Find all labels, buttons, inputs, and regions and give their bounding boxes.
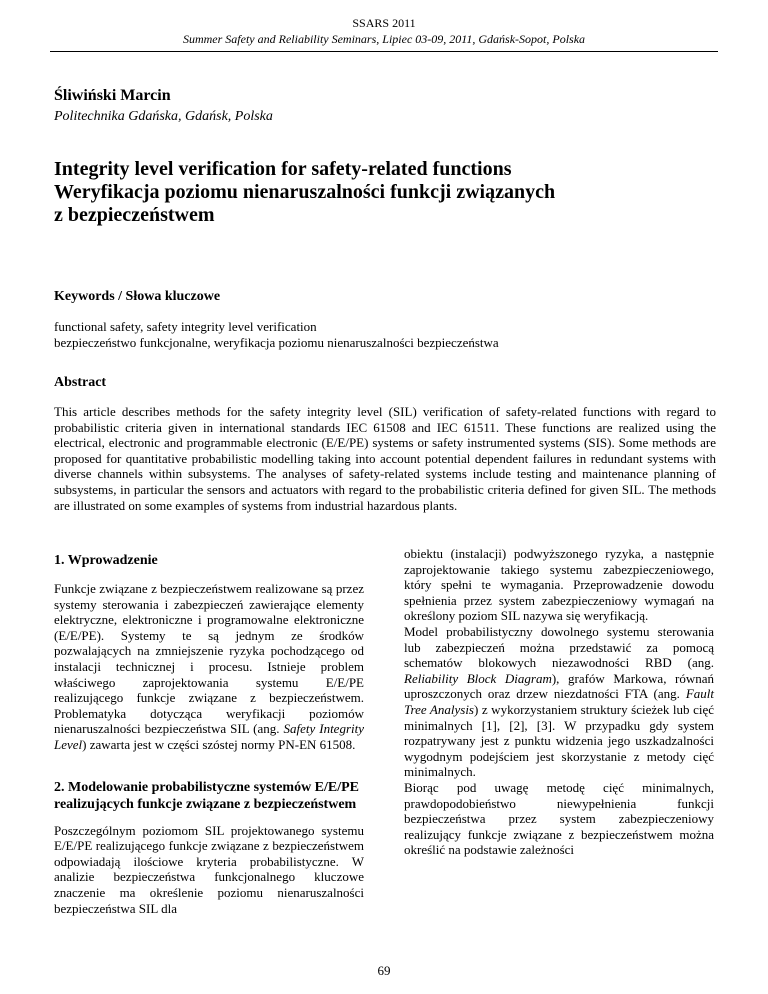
keywords-en: functional safety, safety integrity level verification bbox=[54, 319, 317, 334]
paragraph: obiektu (instalacji) podwyższonego ryzyka, a następnie zaprojektowanie takiego systemu zabezpieczeniowego, który spełni te wymagania. Przeprowadzenie dowodu spełnienia przez system zabezpieczeniowy wymagań na określony poziom SIL nazywa się weryfikacją. bbox=[404, 546, 714, 624]
abstract-text: This article describes methods for the safety integrity level (SIL) verification of safety-related functions with regard to probabilistic criteria given in international standards IEC 61508 and IEC 61511. These functions are realized using the electrical, electronic and programmable electronic (E/E/PE) systems or safety instrumented systems (SIS). Some methods are proposed for quantitative probabilistic modelling taking into account potential dependent failures in redundant systems with diverse channels within subsystems. The analyses of safety-related systems include testing and maintenance planning of subsystems, in particular the sensors and actuators with regard to the probabilistic criteria defined for given SIL. The methods are illustrated on some examples of systems from industrial hazardous plants. bbox=[54, 404, 716, 513]
paragraph: Funkcje związane z bezpieczeństwem realizowane są przez systemy sterowania i zabezpieczeń zawierające elementy elektryczne, elektroniczne i programowalne elektroniczne (E/E/PE). Systemy te są jednym ze środków pozwalających na zmniejszenie ryzyka pochodzącego od instalacji technicznej i procesu. Istnieje problem właściwego zaprojektowania systemu E/E/PE realizującego funkcje związane z bezpieczeństwem. Problematyka dotycząca weryfikacji poziomów nienaruszalności bezpieczeństwa SIL (ang. Safety Integrity Level) zawarta jest w części szóstej normy PN-EN 61508. bbox=[54, 581, 365, 752]
conference-name: SSARS 2011 bbox=[352, 16, 416, 30]
title-line: Weryfikacja poziomu nienaruszalności funkcji związanych bbox=[54, 181, 556, 203]
page-number: 69 bbox=[377, 963, 391, 978]
keywords bbox=[54, 319, 499, 351]
left-column bbox=[54, 546, 364, 916]
abstract-heading: Abstract bbox=[54, 375, 107, 390]
paragraph: Poszczególnym poziomom SIL projektowanego systemu E/E/PE realizującego funkcje związane z bezpieczeństwem odpowiadają ilościowe kryteria probabilistyczne. W analizie bezpieczeństwa funkcjonalnego kluczowe znaczenie ma określenie poziomu nienaruszalności bezpieczeństwa SIL dla bbox=[54, 822, 364, 916]
author-name: Śliwiński Marcin bbox=[54, 87, 171, 104]
header-divider bbox=[50, 51, 718, 52]
paragraph: Biorąc pod uwagę metodę cięć minimalnych, prawdopodobieństwo niewypełnienia funkcji bezpieczeństwa przez system zabezpieczeniowy realizujący funkcje związane z bezpieczeństwem można określić na podstawie zależności bbox=[404, 779, 714, 858]
section-heading-intro: 1. Wprowadzenie bbox=[54, 553, 158, 568]
running-header bbox=[0, 15, 768, 47]
right-column bbox=[404, 546, 714, 858]
author-affiliation: Politechnika Gdańska, Gdańsk, Polska bbox=[54, 109, 273, 124]
conference-subtitle: Summer Safety and Reliability Seminars, Lipiec 03-09, 2011, Gdańsk-Sopot, Polska bbox=[182, 32, 586, 46]
paper-title bbox=[54, 158, 714, 227]
keywords-pl: bezpieczeństwo funkcjonalne, weryfikacja poziomu nienaruszalności bezpieczeństwa bbox=[54, 335, 499, 350]
keywords-heading: Keywords / Słowa kluczowe bbox=[54, 289, 221, 304]
title-line: Integrity level verification for safety-related functions bbox=[54, 158, 512, 180]
title-line: z bezpieczeństwem bbox=[54, 204, 215, 226]
paragraph: Model probabilistyczny dowolnego systemu sterowania lub zabezpieczeń można przedstawić za pomocą schematów blokowych niezawodności RBD (ang. Reliability Block Diagram), grafów Markowa, równań uproszczonych oraz drzew niezdatności FTA (ang. Fault Tree Analysis) z wykorzystaniem struktury ścieżek lub cięć minimalnych [1], [2], [3]. W przypadku gdy system rozpatrywany jest z punktu widzenia jego uszkadzalności wygodnym podejściem jest skorzystanie z metody cięć minimalnych. bbox=[404, 623, 715, 780]
section-heading-modelling: 2. Modelowanie probabilistyczne systemów E/E/PE realizujących funkcje związane z bezpieczeństwem bbox=[54, 779, 360, 812]
